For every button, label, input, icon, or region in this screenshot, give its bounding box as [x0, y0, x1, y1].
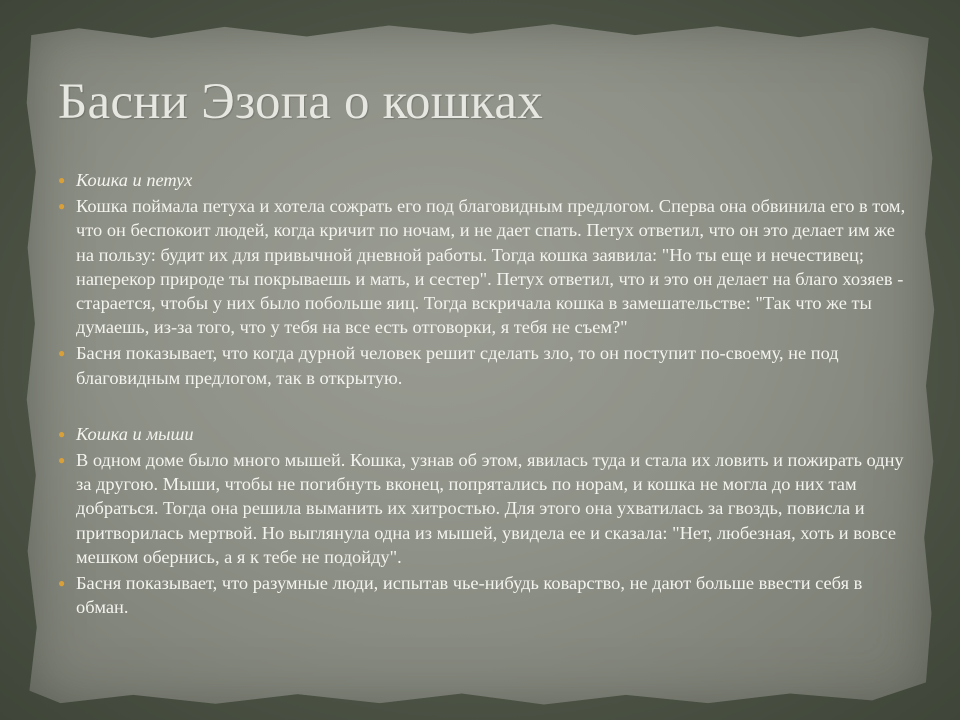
bullet-icon: ● [58, 453, 66, 468]
fable-paragraph: В одном доме было много мышей. Кошка, узнав об этом, явилась туда и стала их ловить и пожирать одну за другою. Мыши, чтобы не погибнуть вконец, попрятались по норам, и кошка не могла до них там добраться. Тогда она решила выманить их хитростью. Для этого она ухватилась за гвоздь, повисла и притворилась мертвой. Но выглянула одна из мышей, увидела ее и сказала: "Нет, любезная, хоть и вовсе мешком обернись, а я к тебе не подойду". [76, 450, 904, 567]
bullet-icon: ● [58, 199, 66, 214]
fable-moral-cat-mice [58, 571, 910, 619]
fable-heading-text: Кошка и мыши [76, 423, 194, 444]
slide-title: Басни Эзопа о кошках [58, 74, 543, 130]
fable-heading-cat-rooster [58, 168, 910, 192]
fable-moral-cat-rooster [58, 341, 910, 389]
fable-moral-text: Басня показывает, что когда дурной человек решит сделать зло, то он поступит по-своему, не под благовидным предлогом, так в открытую. [76, 343, 839, 388]
bullet-icon: ● [58, 576, 66, 591]
fable-text-cat-mice [58, 448, 910, 569]
fable-paragraph: Кошка поймала петуха и хотела сожрать его под благовидным предлогом. Сперва она обвинила его в том, что он беспокоит людей, когда кричит по ночам, и не дает спать. Петух ответил, что он это делает им же на пользу: будит их для привычной дневной работы. Тогда кошка заявила: "Но ты еще и нечестивец; наперекор природе ты покрываешь и мать, и сестер". Петух ответил, что и это он делает на благо хозяев - старается, чтобы у них было побольше яиц. Тогда вскричала кошка в замешательстве: "Так что же ты думаешь, из-за того, что у тебя на все есть отговорки, я тебя не съем?" [76, 196, 906, 338]
bullet-icon: ● [58, 426, 66, 441]
fable-heading-text: Кошка и петух [76, 170, 193, 190]
bullet-icon: ● [58, 346, 66, 361]
fable-heading-cat-mice [58, 422, 910, 446]
bullet-icon: ● [58, 173, 66, 187]
fable-moral-text: Басня показывает, что разумные люди, испытав чье-нибудь коварство, не дают больше ввести себя в обман. [76, 573, 863, 618]
fable-text-cat-rooster [58, 194, 910, 339]
fable-list [58, 168, 910, 621]
